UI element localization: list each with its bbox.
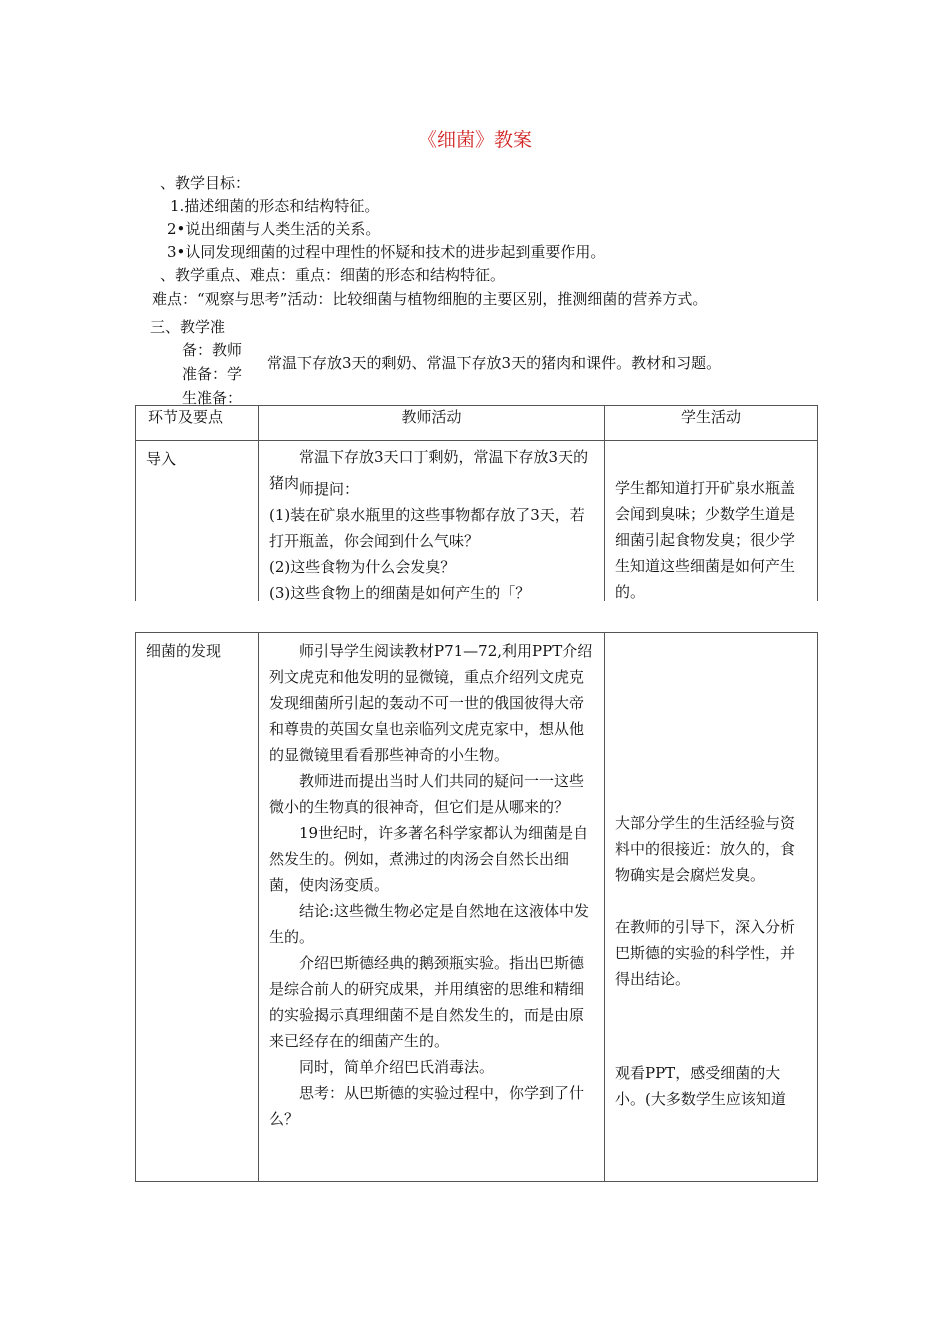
intro-teacher-line: (3)这些食物上的细菌是如何产生的「？: [269, 584, 531, 602]
discovery-teacher-para: 19世纪时，许多著名科学家都认为细菌是自然发生的。例如，煮沸过的肉汤会自然长出细菌，使肉汤变质。: [269, 824, 589, 894]
discovery-teacher-para: 同时，简单介绍巴氏消毒法。: [299, 1058, 495, 1076]
header-teacher: 教师活动: [259, 406, 605, 441]
lesson-table-discovery: [135, 632, 818, 1182]
prep-heading: 三、教学准: [150, 318, 226, 336]
discovery-student-para: 大部分学生的生活经验与资料中的很接近：放久的，食物确实是会腐烂发臭。: [615, 814, 796, 884]
discovery-section-label: 细菌的发现: [146, 642, 222, 660]
intro-section-label: 导入: [146, 450, 177, 468]
prep-labels: [182, 338, 260, 410]
discovery-teacher-para: 思考：从巴斯德的实验过程中，你学到了什么？: [269, 1084, 585, 1128]
discovery-teacher-para: 教师进而提出当时人们共同的疑问一一这些微小的生物真的很神奇，但它们是从哪来的？: [269, 772, 585, 816]
lesson-table-intro: [135, 405, 818, 601]
objective-2: 2•说出细菌与人类生活的关系。: [167, 220, 381, 238]
prep-label-line: 准备：学: [182, 365, 243, 383]
intro-teacher-line: (1)装在矿泉水瓶里的这些事物都存放了3天，若打开瓶盖，你会闻到什么气味？: [269, 506, 585, 550]
prep-label-line: 生准备：: [182, 389, 243, 407]
discovery-teacher-para: 介绍巴斯德经典的鹅颈瓶实验。指出巴斯德是综合前人的研究成果，并用缜密的思维和精细的实验揭示真理细菌不是自然发生的，而是由原来已经存在的细菌产生的。: [269, 954, 585, 1050]
difficulty: 难点：“观察与思考”活动：比较细菌与植物细胞的主要区别，推测细菌的营养方式。: [152, 290, 708, 308]
header-student: 学生活动: [605, 406, 818, 441]
discovery-teacher-cell: [259, 633, 605, 1182]
prep-label-line: 备：教师: [182, 341, 243, 359]
objectives-heading: 、教学目标：: [160, 174, 251, 192]
discovery-section-cell: [136, 633, 259, 1182]
intro-teacher-line: 师提问：: [299, 480, 360, 498]
discovery-student-para: 在教师的引导下，深入分析巴斯德的实验的科学性，并得出结论。: [615, 918, 796, 988]
document-title: 《细菌》教案: [417, 129, 532, 151]
intro-teacher-line: (2)这些食物为什么会发臭？: [269, 558, 456, 576]
intro-teacher-cell: [259, 441, 605, 602]
prep-content: 常温下存放3天的剩奶、常温下存放3天的猪肉和课件。教材和习题。: [267, 354, 722, 372]
intro-student-text: 学生都知道打开矿泉水瓶盖会闻到臭味；少数学生道是细菌引起食物发臭；很少学生知道这些细菌是如何产生的。: [615, 479, 796, 601]
discovery-teacher-para: 结论:这些微生物必定是自然地在这液体中发生的。: [269, 902, 590, 946]
intro-student-cell: [605, 441, 818, 602]
header-section: 环节及要点: [136, 406, 259, 441]
intro-teacher-line: 常温下存放3天口丁剩奶，常温下存放3天的猪肉: [269, 448, 589, 492]
intro-section-cell: [136, 441, 259, 602]
objective-3: 3•认同发现细菌的过程中理性的怀疑和技术的进步起到重要作用。: [167, 243, 606, 261]
discovery-student-cell: [605, 633, 818, 1182]
key-points: 、教学重点、难点：重点：细菌的形态和结构特征。: [160, 266, 506, 284]
discovery-student-para: 观看PPT，感受细菌的大小。(大多数学生应该知道: [615, 1064, 786, 1108]
objective-1: 1.描述细菌的形态和结构特征。: [170, 197, 380, 215]
discovery-teacher-para: 师引导学生阅读教材P71—72,利用PPT介绍列文虎克和他发明的显微镜，重点介绍列文虎克发现细菌所引起的轰动不可一世的俄国彼得大帝和尊贵的英国女皇也亲临列文虎克家中，想从他的显微镜里看看那些神奇的小生物。: [269, 642, 593, 764]
